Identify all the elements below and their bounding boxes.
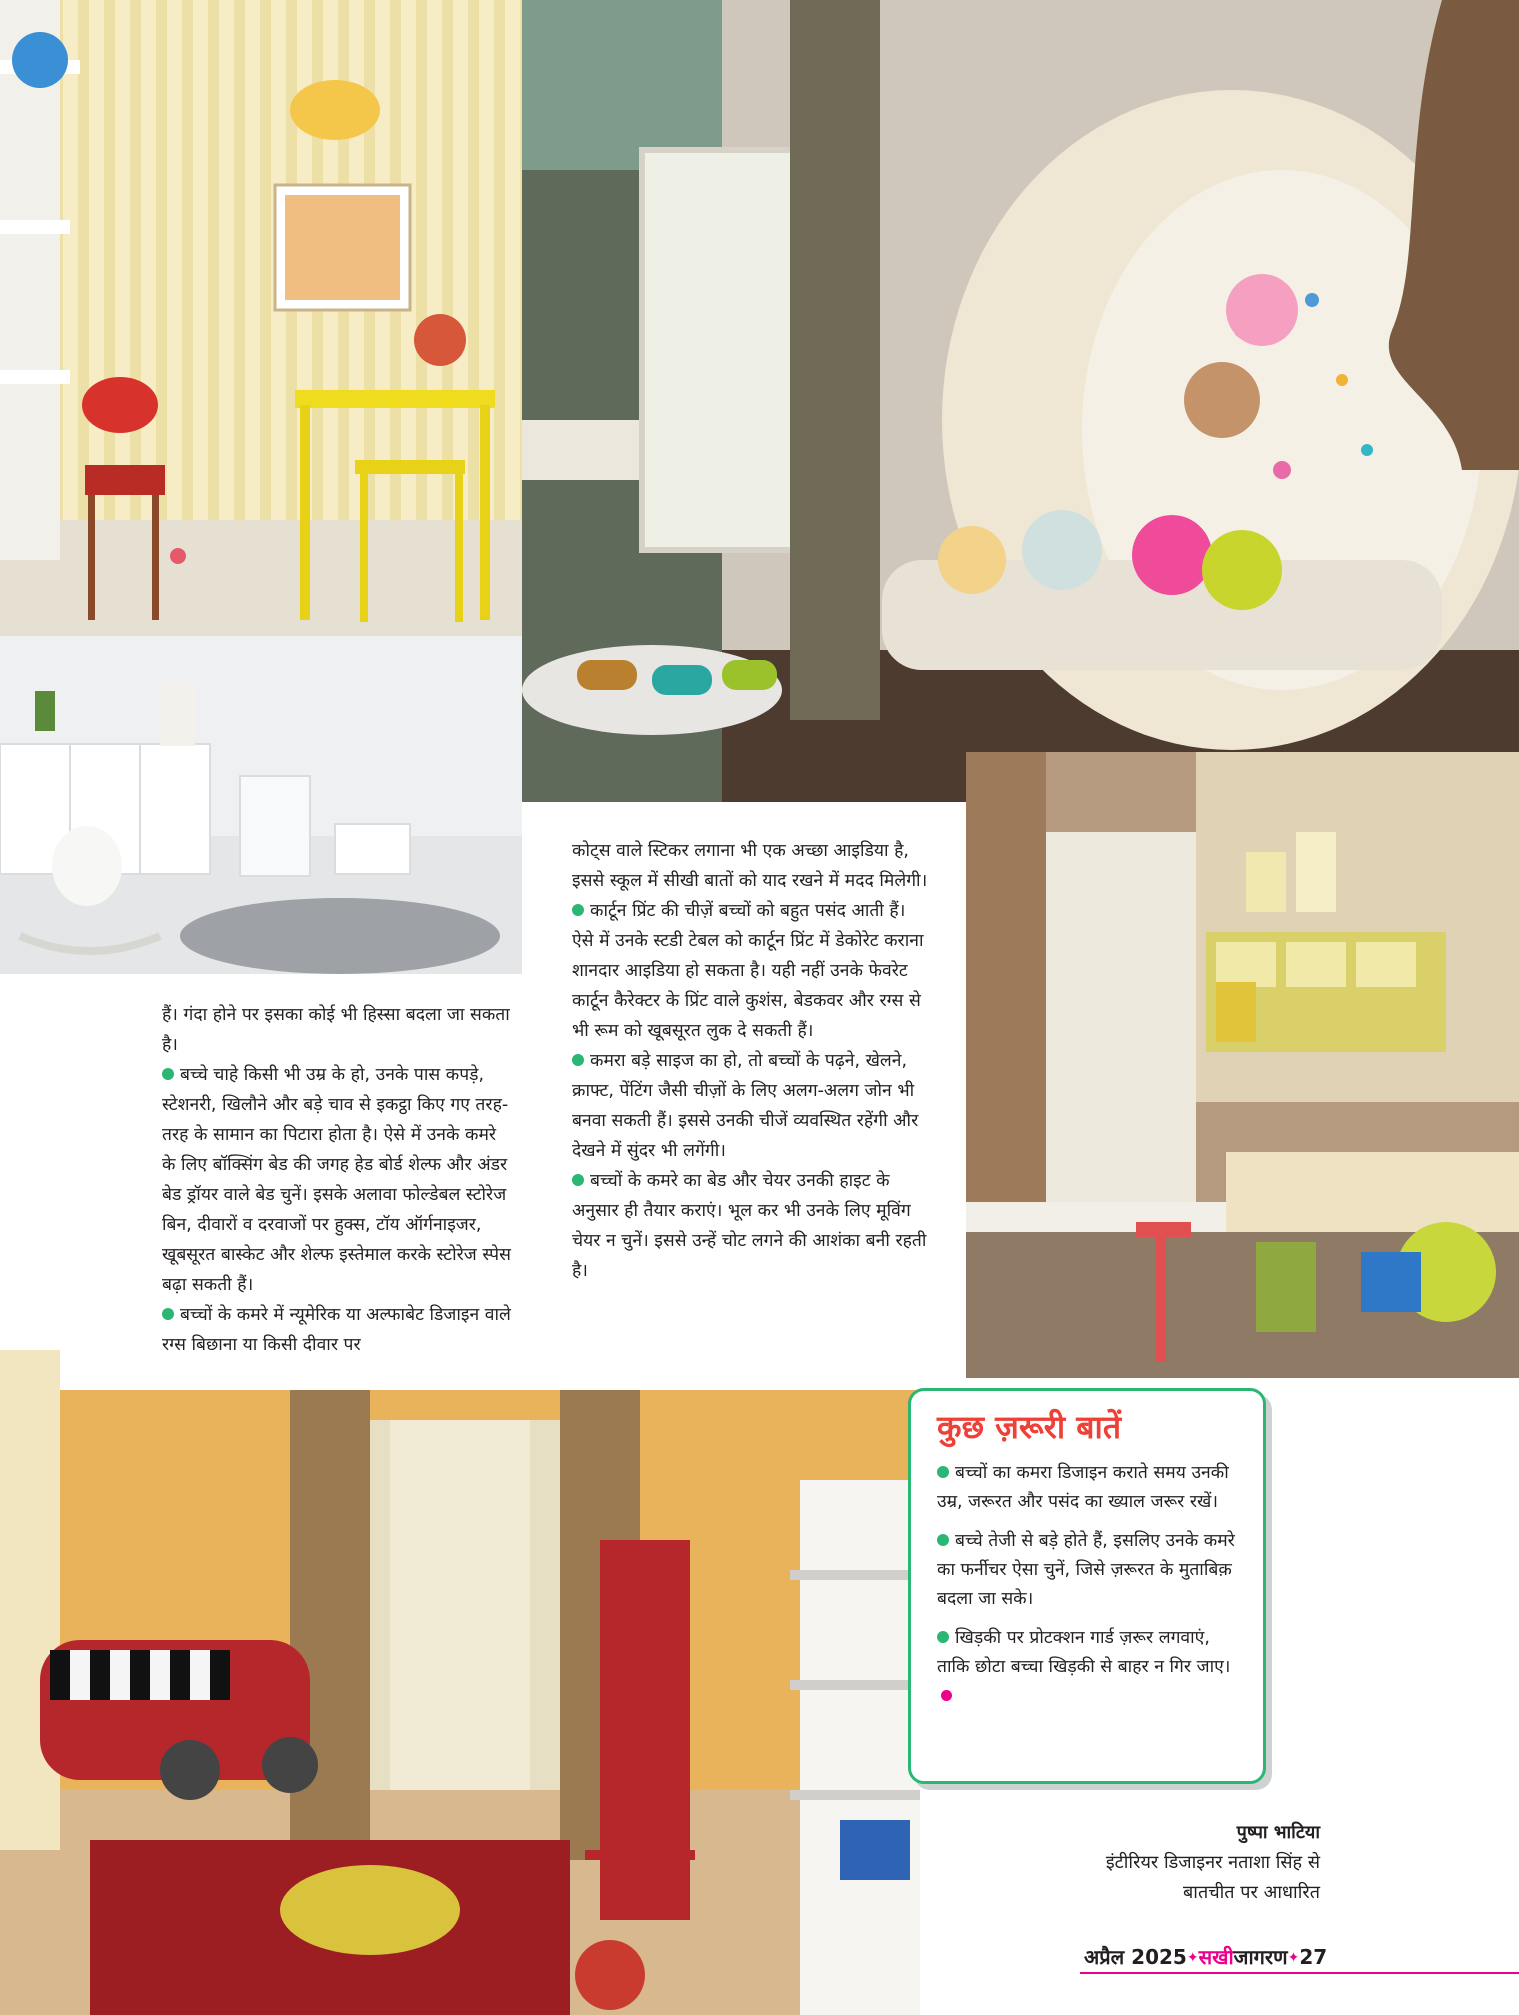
tips-box: [908, 1388, 1266, 1784]
photo-yellow-study-room: [0, 0, 522, 636]
tips-item: बच्चों का कमरा डिजाइन कराते समय उनकी उम्र, जरूरत और पसंद का ख्याल जरूर रखें।: [937, 1463, 1229, 1512]
bullet-dot-icon: [162, 1068, 174, 1080]
bullet-dot-icon: [572, 1174, 584, 1186]
bullet-dot-icon: [937, 1466, 949, 1478]
footer-date: अप्रैल 2025: [1084, 1945, 1187, 1969]
article-para-zones: कमरा बड़े साइज का हो, तो बच्चों के पढ़ने, खेलने, क्राफ्ट, पेंटिंग जैसी चीज़ों के लिए अलग-अलग जोन भी बनवा सकती हैं। इससे उनकी चीजें व्यवस्थित रहेंगी और देखने में सुंदर भी लगेंगी।: [572, 1051, 919, 1161]
article-para-rugs: बच्चों के कमरे में न्यूमेरिक या अल्फाबेट डिजाइन वाले रग्स बिछाना या किसी दीवार पर: [162, 1305, 511, 1355]
article-para-storage: बच्चे चाहे किसी भी उम्र के हो, उनके पास कपड़े, स्टेशनरी, खिलौने और बड़े चाव से इकट्ठा किए गए तरह-तरह के सामान का पिटारा होता है। ऐसे में उनके कमरे के लिए बॉक्सिंग बेड की जगह हेड बोर्ड शेल्फ और अंडर बेड ड्रॉयर वाले बेड चुनें। इसके अलावा फोल्डेबल स्टोरेज बिन, दीवारों व दरवाजों पर हुक्स, टॉय ऑर्गनाइजर, खूबसूरत बास्केट और शेल्फ इस्तेमाल करके स्टोरेज स्पेस बढ़ा सकती हैं।: [162, 1065, 511, 1295]
photo-race-car-room: [0, 1350, 920, 2015]
photo-white-nursery: [0, 636, 522, 974]
tips-item: बच्चे तेजी से बड़े होते हैं, इसलिए उनके कमरे का फर्नीचर ऐसा चुनें, जिसे ज़रूरत के मुताबिक़ बदला जा सके।: [937, 1531, 1235, 1609]
photo-study-room: [966, 752, 1519, 1378]
bullet-dot-icon: [572, 904, 584, 916]
article-para-continuation: हैं। गंदा होने पर इसका कोई भी हिस्सा बदला जा सकता है।: [162, 1005, 510, 1055]
bullet-dot-icon: [572, 1054, 584, 1066]
tips-item: खिड़की पर प्रोटक्शन गार्ड ज़रूर लगवाएं, ताकि छोटा बच्चा खिड़की से बाहर न गिर जाए।: [937, 1624, 1245, 1711]
star-icon: ✦: [1287, 1950, 1300, 1966]
bullet-dot-icon: [937, 1534, 949, 1546]
bullet-dot-icon: [937, 1631, 949, 1643]
bullet-dot-icon: [162, 1308, 174, 1320]
footer-brand-accent: सखी: [1198, 1945, 1234, 1969]
footer-brand: जागरण: [1233, 1945, 1288, 1969]
page-footer: [1084, 1943, 1327, 1970]
article-column-left: [162, 1000, 514, 1360]
tips-title: कुछ ज़रूरी बातें: [937, 1408, 1122, 1446]
end-mark-icon: [941, 1690, 952, 1701]
article-column-right: [572, 836, 932, 1286]
credit-line-2: बातचीत पर आधारित: [1183, 1882, 1320, 1903]
page-number: 27: [1299, 1945, 1328, 1969]
article-credit: [1040, 1818, 1320, 1908]
author-name: पुष्पा भाटिया: [1236, 1822, 1320, 1843]
credit-line-1: इंटीरियर डिजाइनर नताशा सिंह से: [1105, 1852, 1320, 1873]
photo-tree-reading-nook: [522, 0, 1519, 802]
article-para-cartoon: कार्टून प्रिंट की चीज़ें बच्चों को बहुत पसंद आती हैं। ऐसे में उनके स्टडी टेबल को कार्टून प्रिंट में डेकोरेट कराना शानदार आइडिया हो सकता है। यही नहीं उनके फेवरेट कार्टून कैरेक्टर के प्रिंट वाले कुशंस, बेडकवर और रग्स से भी रूम को खूबसूरत लुक दे सकती हैं।: [572, 901, 924, 1041]
article-para-stickers: कोट्स वाले स्टिकर लगाना भी एक अच्छा आइडिया है, इससे स्कूल में सीखी बातों को याद रखने में मदद मिलेगी।: [572, 841, 928, 891]
footer-rule: [1080, 1972, 1519, 1974]
star-icon: ✦: [1186, 1950, 1199, 1966]
article-para-furniture-height: बच्चों के कमरे का बेड और चेयर उनकी हाइट के अनुसार ही तैयार कराएं। भूल कर भी उनके लिए मूविंग चेयर न चुनें। इससे उन्हें चोट लगने की आशंका बनी रहती है।: [572, 1171, 927, 1281]
